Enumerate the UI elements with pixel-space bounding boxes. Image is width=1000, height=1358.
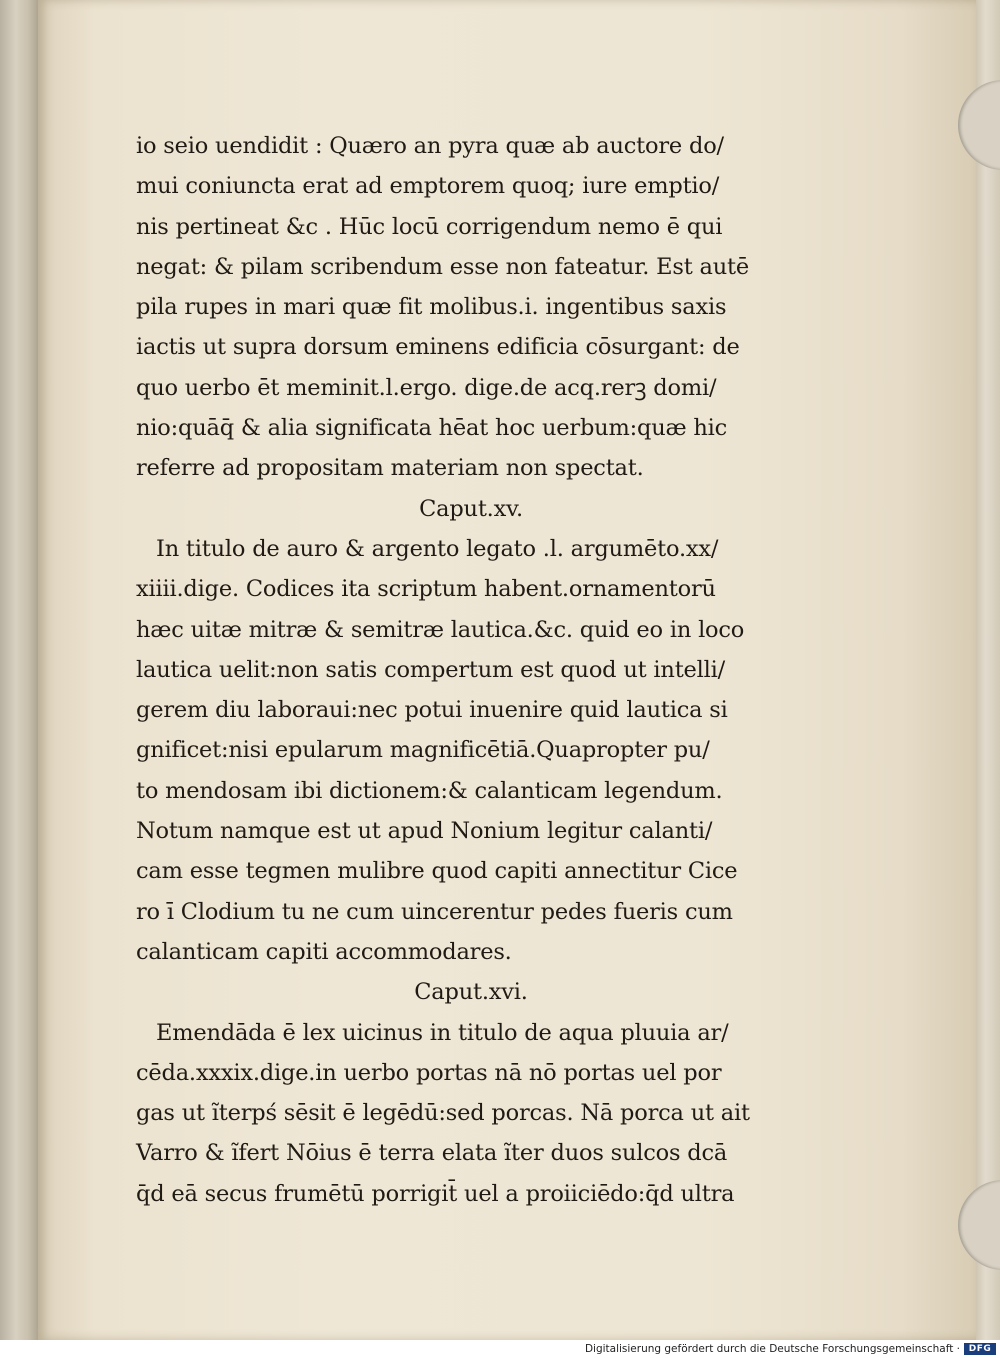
text-line: calanticam capiti accommodares. bbox=[136, 938, 512, 965]
text-line: xiiii.dige. Codices ita scriptum habent.ornamentorū bbox=[136, 576, 716, 603]
text-line: iactis ut supra dorsum eminens edificia cōsurgant: de bbox=[136, 334, 740, 361]
text-line: gas ut ĩterpś sēsit ē legēdū:sed porcas. Nā porca ut ait bbox=[136, 1100, 750, 1127]
text-line: cēda.xxxix.dige.in uerbo portas nā nō portas uel por bbox=[136, 1059, 722, 1086]
funding-credit: Digitalisierung gefördert durch die Deutsche Forschungsgemeinschaft · bbox=[584, 1343, 960, 1355]
chapter-16-paragraph bbox=[136, 1013, 776, 1214]
text-line: cam esse tegmen mulibre quod capiti annectitur Cice bbox=[136, 858, 738, 885]
text-line: mui coniuncta erat ad emptorem quoq; iure emptio/ bbox=[136, 173, 720, 200]
text-line: nis pertineat &c . Hūc locū corrigendum nemo ē qui bbox=[136, 213, 723, 240]
text-line: negat: & pilam scribendum esse non fateatur. Est autē bbox=[136, 253, 749, 280]
text-line: Emendāda ē lex uicinus in titulo de aqua pluuia ar/ bbox=[156, 1019, 729, 1046]
text-line: nio:quāq̄ & alia significata hēat hoc uerbum:quæ hic bbox=[136, 415, 728, 442]
text-line: Varro & ĩfert Nōius ē terra elata ĩter duos sulcos dcā bbox=[136, 1140, 728, 1167]
digitization-footer bbox=[0, 1340, 1000, 1358]
text-line: q̄d eā secus frumētū porrigit̄ uel a proiiciēdo:q̄d ultra bbox=[136, 1180, 735, 1207]
chapter-heading-15: Caput.xv. bbox=[419, 495, 523, 522]
text-line: io seio uendidit : Quæro an pyra quæ ab auctore do/ bbox=[136, 133, 724, 159]
page-edge bbox=[976, 0, 1000, 1340]
book-binding bbox=[0, 0, 40, 1340]
chapter-heading-16: Caput.xvi. bbox=[414, 979, 528, 1006]
printed-text-block bbox=[136, 126, 776, 1214]
text-line: gnificet:nisi epularum magnificētiā.Quapropter pu/ bbox=[136, 737, 710, 764]
chapter-15-paragraph bbox=[136, 529, 776, 972]
paragraph-continuation bbox=[136, 126, 776, 489]
text-line: quo uerbo ēt meminit.l.ergo. dige.de acq.rerꝫ domi/ bbox=[136, 374, 717, 401]
text-line: Notum namque est ut apud Nonium legitur calanti/ bbox=[136, 818, 713, 845]
text-line: gerem diu laboraui:nec potui inuenire quid lautica si bbox=[136, 697, 728, 724]
text-line: to mendosam ibi dictionem:& calanticam legendum. bbox=[136, 777, 723, 804]
dfg-logo: DFG bbox=[964, 1343, 996, 1355]
text-line: referre ad propositam materiam non spectat. bbox=[136, 455, 644, 482]
text-line: lautica uelit:non satis compertum est quod ut intelli/ bbox=[136, 656, 726, 683]
text-line: hæc uitæ mitræ & semitræ lautica.&c. quid eo in loco bbox=[136, 616, 745, 643]
text-line: pila rupes in mari quæ fit molibus.i. ingentibus saxis bbox=[136, 294, 727, 321]
text-line: ro ī Clodium tu ne cum uincerentur pedes fueris cum bbox=[136, 898, 733, 925]
text-line: In titulo de auro & argento legato .l. argumēto.xx/ bbox=[156, 535, 719, 562]
